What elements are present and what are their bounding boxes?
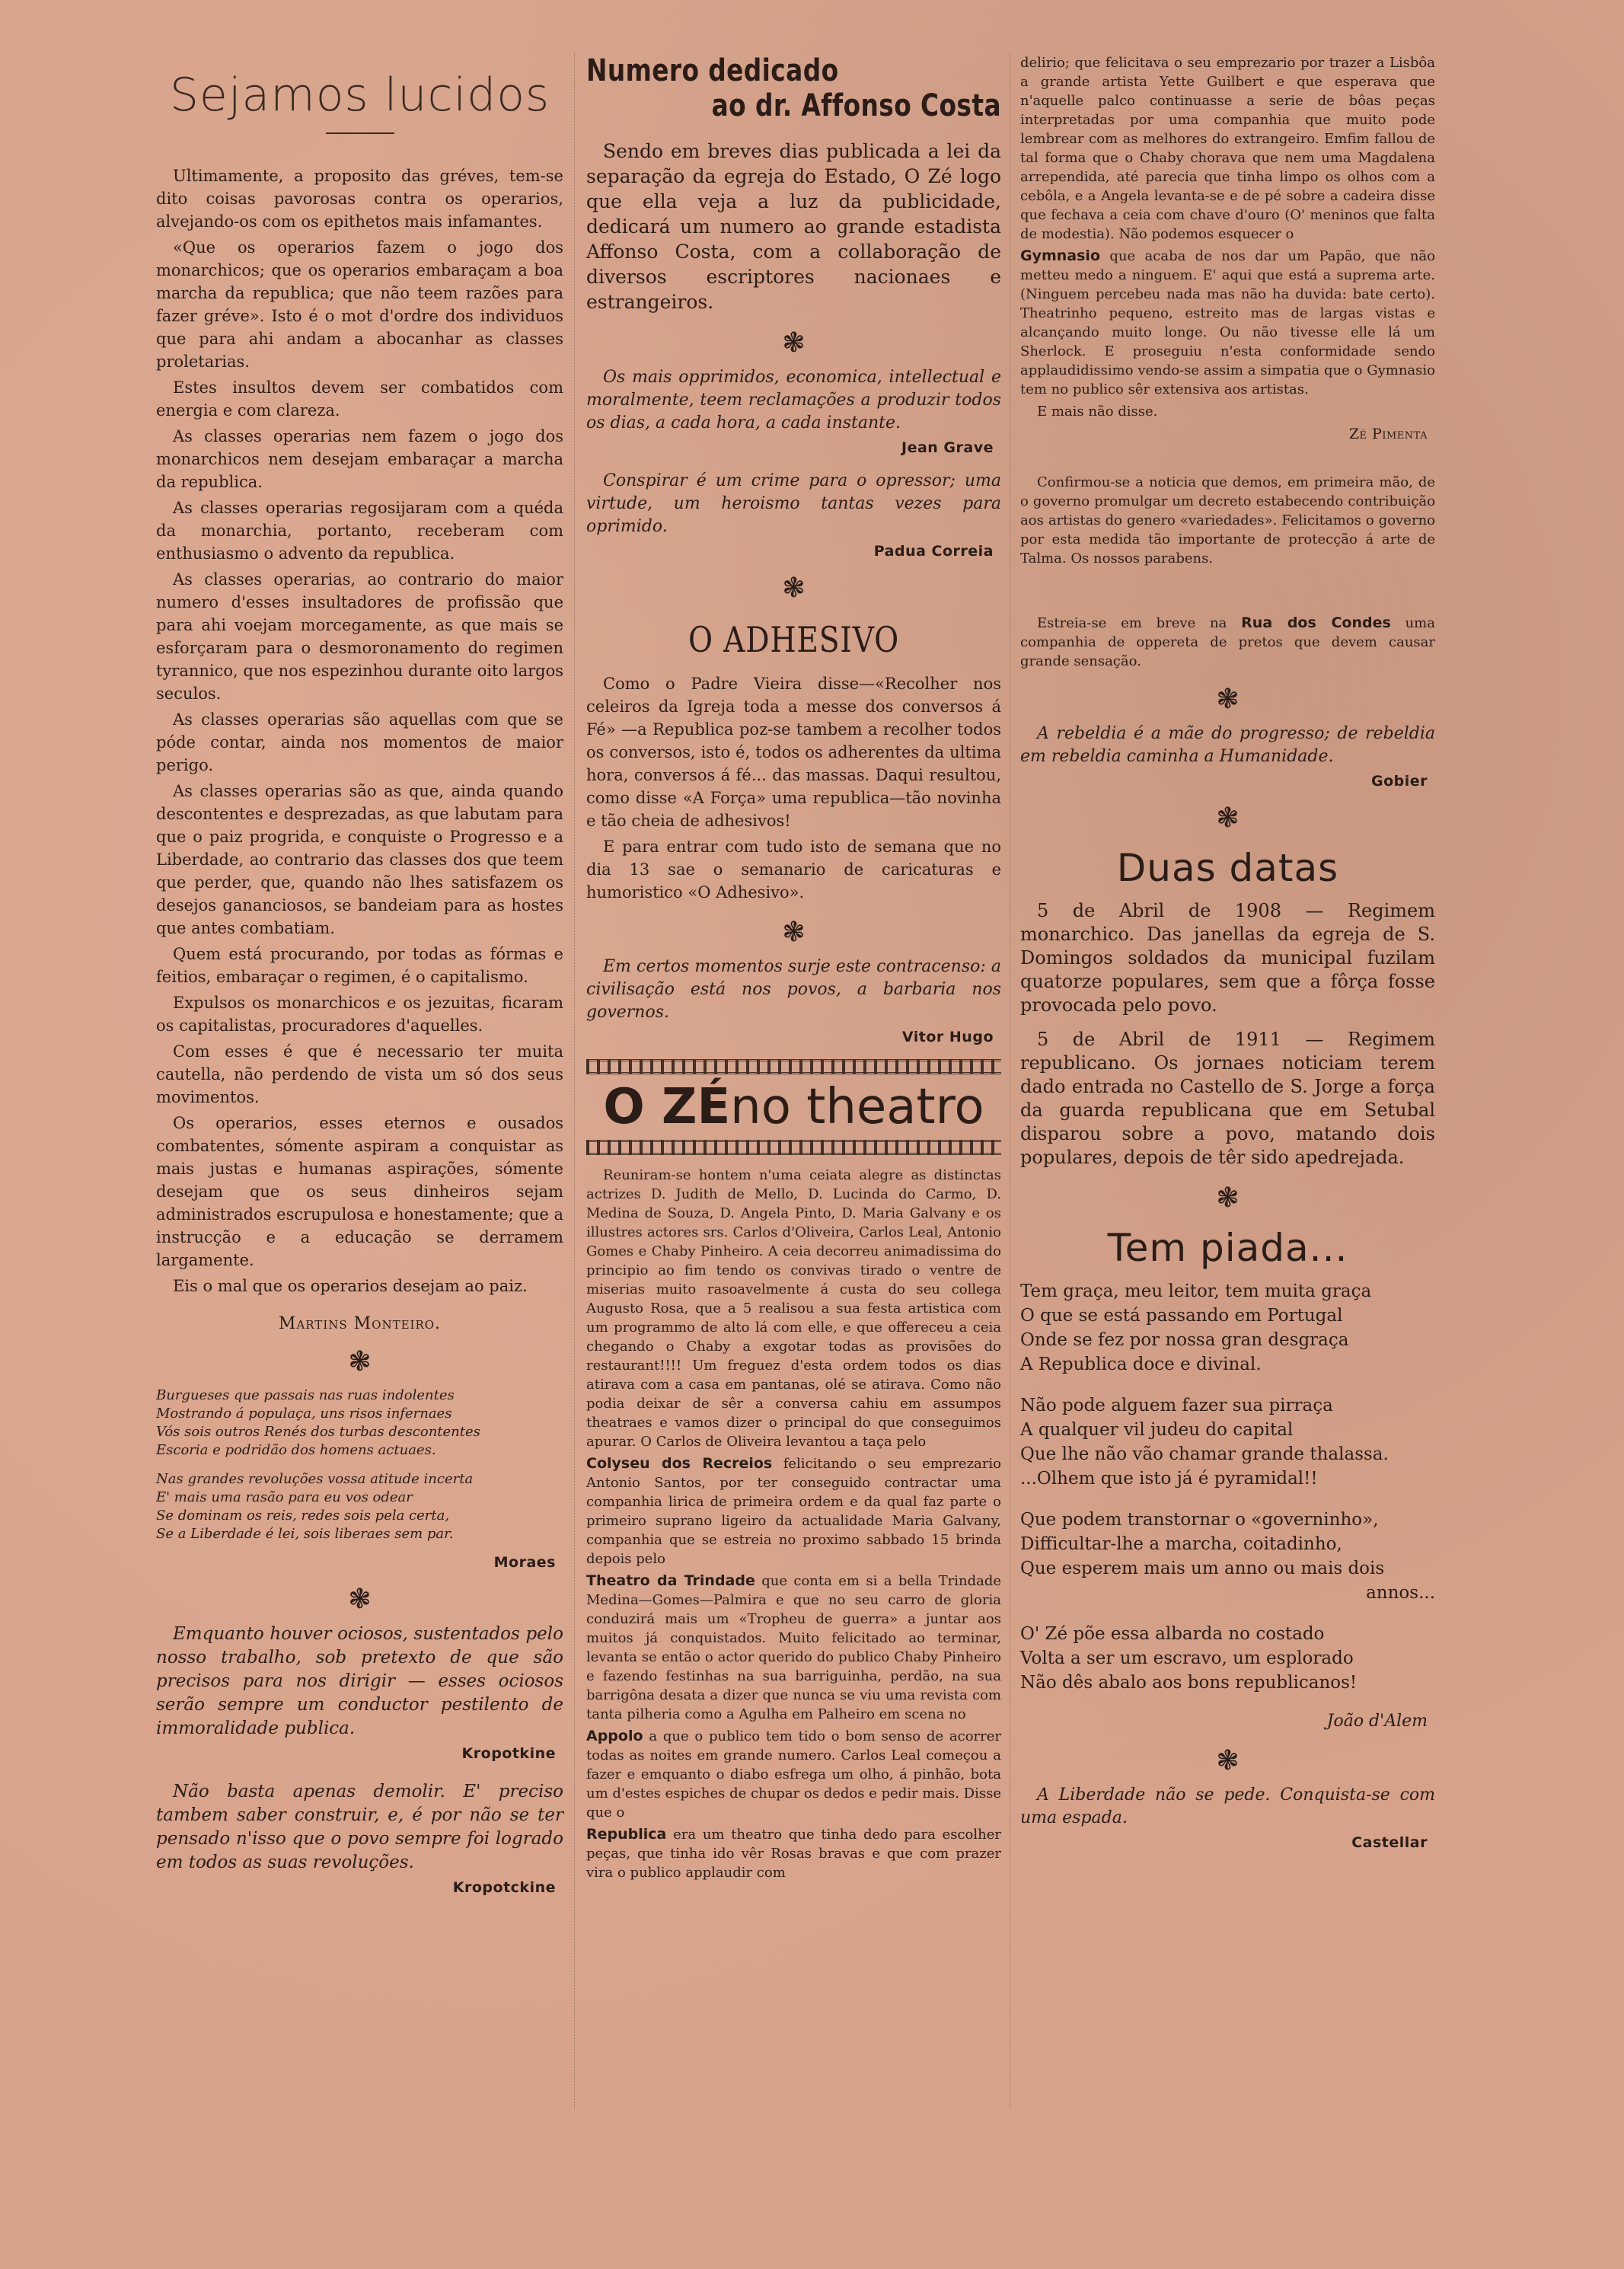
author-signature: João d'Alem [1326, 1712, 1428, 1731]
paragraph: Quem está procurando, por todas as fórmas e feitios, embaraçar o regimen, é o capitalismo. [156, 945, 563, 986]
poem-stanza [1020, 1279, 1435, 1377]
quote-signature: Gobier [1370, 773, 1428, 790]
poem-stanza [1020, 1393, 1435, 1491]
verse-line: Escoria e podridão dos homens actuaes. [156, 1442, 436, 1458]
quote-signature: Jean Grave [901, 439, 994, 456]
quote-text: A Liberdade não se pede. Conquista-se com uma espada. [1020, 1786, 1435, 1827]
decorative-border-bottom [586, 1140, 1001, 1155]
verse-line: Burgueses que passais nas ruas indolentes [156, 1387, 455, 1403]
paragraph: 5 de Abril de 1911 — Regimem republicano. Os jornaes noticiam terem dado entrada no Castello de S. Jorge a força da guarda republicana que em Setubal disparou sobre a povo, matando dois populares, depois de têr sido apedrejada. [1020, 1029, 1435, 1168]
paragraph: Os operarios, esses eternos e ousados combatentes, sómente aspiram a conquistar as mais justas e humanas aspirações, sómente desejam que os seus dinheiros sejam administrados escrupulosa e honestamente; que a instrucção e a educação se derramem largamente. [156, 1114, 564, 1269]
quote-signature: Kropotckine [452, 1879, 556, 1896]
quote-signature: Moraes [493, 1554, 556, 1571]
verse-line: Vós sois outros Renés dos turbas descontentes [156, 1424, 480, 1440]
headline-numero-line2: ao dr. Affonso Costa [711, 88, 1001, 123]
paragraph: «Que os operarios fazem o jogo dos monarchicos; que os operarios embaraçam a boa marcha da republica; que não teem razões para fazer gréve». Isto é o mot d'ordre dos individuos que para ahi andam a abocanhar as classes proletarias. [156, 238, 563, 371]
news-item [1020, 614, 1435, 671]
verse-line: Mostrando á populaça, uns risos infernaes [156, 1406, 452, 1422]
paragraph: As classes operarias nem fazem o jogo dos monarchicos nem desejam embaraçar a marcha da republica. [156, 427, 563, 491]
paragraph: E mais não disse. [1037, 404, 1158, 420]
article-title-tem-piada: Tem piada... [1107, 1226, 1348, 1270]
headline-numero-line1: Numero dedicado [586, 53, 839, 88]
paragraph: As classes operarias regosijaram com a quéda da monarchia, portanto, receberam com enthusiasmo o advento da republica. [156, 499, 563, 563]
ornament-icon: ❃ [1216, 1745, 1240, 1776]
poem-line: annos... [1366, 1583, 1435, 1603]
theatre-name: Appolo [586, 1728, 643, 1744]
column-left [156, 53, 563, 1910]
paragraph [586, 1825, 1001, 1882]
poem-line: Difficultar-lhe a marcha, coitadinho, [1020, 1534, 1342, 1554]
text-run: uma companhia de oppereta de pretos que devem causar grande sensação. [1020, 615, 1435, 669]
paragraph: Ultimamente, a proposito das gréves, tem-se dito coisas pavorosas contra os operarios, alvejando-os com os epithetos mais infamantes. [156, 167, 563, 231]
paragraph: Expulsos os monarchicos e os jezuitas, ficaram os capitalistas, procuradores d'aquelles. [156, 994, 563, 1035]
verse-stanza [156, 1387, 563, 1460]
ornament-icon: ❃ [348, 1584, 372, 1615]
paragraph: Reuniram-se hontem n'uma ceiata alegre as distinctas actrizes D. Judith de Mello, D. Lucinda do Carmo, D. Medina de Souza, D. Angela Pinto, D. Maria Galvany e os illustres actores srs. Carlos d'Oliveira, Carlos Leal, Antonio Gomes e Chaby Pinheiro. A ceia decorreu animadissima do principio ao fim tendo os convivas tirado o ventre de miserias muito rasoavelmente á custa do seu collega Augusto Rosa, que a 5 realisou a sua festa artistica com um programmo de alto lá com elle, e que offereceu a ceia chegando o Chaby a exgotar todas as provisões do restaurant!!!! Um freguez d'esta ordem todos os dias atirava com a casa em pantanas, olé se atirava. Como não podia deixar de sêr a conversa cahiu em assumpos theatraes e vamos dizer o principal do que conseguimos apurar. O Carlos de Oliveira levantou a taça pelo [586, 1167, 1001, 1450]
paragraph: As classes operarias são aquellas com que se póde contar, ainda nos momentos de maior perigo. [156, 710, 563, 774]
theatre-name: Rua dos Condes [1241, 614, 1391, 631]
quote-signature: Vitor Hugo [901, 1029, 994, 1045]
ornament-icon: ❃ [1216, 803, 1240, 834]
article-title-sejamos: Sejamos lucidos [169, 69, 550, 122]
verse-line: Se dominam os reis, redes sois pela certa, [156, 1508, 450, 1524]
ornament-icon: ❃ [348, 1346, 372, 1377]
verse-stanza [156, 1470, 563, 1543]
paragraph [586, 1454, 1001, 1569]
article-title-adhesivo: O ADHESIVO [688, 619, 900, 660]
poem-line: Que lhe não vão chamar grande thalassa. [1020, 1444, 1389, 1464]
column-right [1020, 53, 1435, 1865]
paragraph [586, 1572, 1001, 1724]
paragraph: As classes operarias são as que, ainda quando descontentes e desprezadas, as que labutam para que o paiz progrida, e conquiste o Progresso e a Liberdade, ao contrario das classes dos que teem que perder, que, quando não lhes satisfazem os desejos gananciosos, se bandeiam para as hostes que antes combatiam. [156, 782, 563, 937]
poem-stanza [1020, 1622, 1435, 1695]
poem-stanza [1020, 1508, 1435, 1605]
text-run: a que o publico tem tido o bom senso de acorrer todas as noites em grande numero. Carlos Leal começou a fazer e emquanto o diabo esfrega um olho, á pinhão, bota um d'estes espiches de chupar os dedos e pedir mais. Disse que o [586, 1728, 1001, 1821]
quote-text: Conspirar é um crime para o opressor; uma virtude, um heroismo tantas vezes para oprimido. [586, 471, 1001, 536]
quote-signature: Padua Correia [873, 543, 994, 560]
news-item [1020, 473, 1435, 568]
paragraph: Como o Padre Vieira disse—«Recolher nos celeiros da Igreja toda a messe dos conversos á Fé» —a Republica poz-se tambem a recolher todos os conversos, isto é, todos os adherentes da ultima hora, conversos á fé... das massas. Daqui resultou, como disse «A Força» uma republica—tão novinha e tão cheia de adhesivos! [586, 675, 1001, 830]
quote-text: Emquanto houver ociosos, sustentados pelo nosso trabalho, sob pretexto de que são precisos para nos dirigir — esses ociosos serão sempre um conductor pestilento de immoralidade publica. [156, 1624, 563, 1738]
poem-line: Onde se fez por nossa gran desgraça [1020, 1330, 1349, 1350]
paragraph: As classes operarias, ao contrario do maior numero d'esses insultadores de profissão que para ahi voejam morcegamente, as que mais se esforçaram para o desmoronamento do regimen tyrannico, que nos espezinhou durante oito largos seculos. [156, 570, 563, 703]
paragraph: Confirmou-se a noticia que demos, em primeira mão, de o governo promulgar um decreto estabecendo contribuição aos artistas do genero «variedades». Felicitamos o governo por esta medida tão importante de protecção á arte de Talma. Os nossos parabens. [1020, 474, 1435, 566]
paragraph: E para entrar com tudo isto de semana que no dia 13 sae o semanario de caricaturas e humoristico «O Adhesivo». [586, 838, 1001, 902]
quote-signature: Castellar [1351, 1834, 1428, 1851]
poem-line: A Republica doce e divinal. [1020, 1355, 1262, 1374]
ornament-icon: ❃ [1216, 684, 1240, 715]
text-run: felicitando o seu emprezario Antonio Santos, por ter conseguido contractar uma companhia lirica de primeira ordem e da qual faz parte o primeiro suprano ligeiro da actualidade Maria Galvany, companhia que se estreia no proximo sabbado 15 brinda depois pelo [586, 1456, 1001, 1567]
poem-line: O' Zé põe essa albarda no costado [1020, 1624, 1325, 1644]
paragraph [586, 1727, 1001, 1822]
theatre-name: Theatro da Trindade [586, 1572, 755, 1589]
poem-line: Volta a ser um escravo, um esplorado [1020, 1648, 1354, 1668]
paragraph [1020, 247, 1435, 399]
quote-text: Em certos momentos surje este contracenso: a civilisação está nos povos, a barbaria nos governos. [586, 957, 1001, 1022]
poem-line: Tem graça, meu leitor, tem muita graça [1020, 1281, 1372, 1301]
ornament-icon: ❃ [782, 573, 806, 604]
quote-signature: Kropotkine [461, 1745, 556, 1762]
article-title-ze-theatro [586, 1079, 1001, 1135]
title-part: O ZÉ [603, 1079, 731, 1135]
poem-line: Não dês abalo aos bons republicanos! [1020, 1673, 1358, 1693]
article-body [586, 1166, 1001, 1882]
ornament-icon: ❃ [1216, 1182, 1240, 1214]
paragraph: Com esses é que é necessario ter muita cautella, não perdendo de vista um só dos seus movimentos. [156, 1042, 563, 1106]
verse-line: Se a Liberdade é lei, sois liberaes sem par. [156, 1526, 454, 1542]
title-rule [326, 132, 394, 134]
paragraph: delirio; que felicitava o seu emprezario por trazer a Lisbôa a grande artista Yette Guilbert e que esperava que n'aquelle palco continuasse a serie de bôas peças interpretadas por uma companhia que muito pode lembrear com as melhores do extrangeiro. Emfim fallou de tal forma que o Chaby chorava que nem uma Magdalena arrependida, até parecia que tinha limpo os olhos com a cebôla, e a Angela levanta-se e de pé sobre a cadeira disse que fechava a ceia com chave d'ouro (O' meninos que falta de modestia). Não podemos esquecer o [1020, 55, 1435, 242]
paragraph [1020, 614, 1435, 671]
poem-line: A qualquer vil judeu do capital [1020, 1420, 1294, 1440]
paragraph: Estes insultos devem ser combatidos com energia e com clareza. [156, 378, 563, 420]
paragraph: Eis o mal que os operarios desejam ao paiz. [173, 1277, 528, 1295]
author-signature: Martins Monteiro. [278, 1314, 442, 1333]
poem-line: Não pode alguem fazer sua pirraça [1020, 1396, 1333, 1415]
text-run: Estreia-se em breve na [1037, 615, 1227, 631]
article-title-duas-datas: Duas datas [1116, 846, 1339, 890]
paragraph: 5 de Abril de 1908 — Regimem monarchico. Das janellas da egreja de S. Domingos soldados da municipal fuzilam quatorze populares, sem que a fôrça fosse provocada pelo povo. [1020, 900, 1435, 1016]
ornament-icon: ❃ [782, 327, 806, 359]
quote-text: Os mais opprimidos, economica, intellectual e moralmente, teem reclamações a produzir todos os dias, a cada hora, a cada instante. [586, 368, 1001, 432]
paragraph: Sendo em breves dias publicada a lei da separação da egreja do Estado, O Zé logo que ella veja a luz da publicidade, dedicará um numero ao grande estadista Affonso Costa, com a collaboração de diversos escriptores nacionaes e estrangeiros. [586, 140, 1001, 313]
text-run: era um theatro que tinha dedo para escolher peças, que tinha ido vêr Rosas bravas e que com prazer vira o publico applaudir com [586, 1827, 1001, 1881]
decorative-border-top [586, 1059, 1001, 1074]
quote-text: Não basta apenas demolir. E' preciso tambem saber construir, e, é por não se ter pensado n'isso que o povo sempre foi logrado em todos as suas revoluções. [156, 1782, 563, 1872]
title-part: no theatro [730, 1079, 984, 1135]
article-continuation [1020, 53, 1435, 421]
text-run: que conta em si a bella Trindade Medina—Gomes—Palmira e que no seu carro de gloria conduzirá mais um «Tropheu de guerra» a juntar aos muitos já conquistados. Muito felicitado ao terminar, levanta se então o actor querido do publico Chaby Pinheiro e fazendo festinhas na sua barriguinha, perdão, na sua barrigôna desata a dizer que nunca se viu uma revista com tanta pilheria como a Agulha em Palheiro em scena no [586, 1573, 1002, 1722]
column-middle [586, 53, 1001, 1885]
poem-line: Que podem transtornar o «governinho», [1020, 1510, 1379, 1530]
quote-text: A rebeldia é a mãe do progresso; de rebeldia em rebeldia caminha a Humanidade. [1020, 724, 1435, 766]
verse-line: E' mais uma rasão para eu vos odear [156, 1489, 413, 1505]
ornament-icon: ❃ [782, 917, 806, 948]
poem-line: ...Olhem que isto já é pyramidal!! [1020, 1469, 1318, 1489]
poem-line: O que se está passando em Portugal [1020, 1306, 1343, 1326]
poem-line: Que esperem mais um anno ou mais dois [1020, 1559, 1385, 1578]
text-run: que acaba de nos dar um Papão, que não metteu medo a ninguem. E' aqui que está a suprema arte. (Ninguem percebeu nada mas não ha duvida: bate certo). Theatrinho pequeno, estreito mas de largas vistas e alcançando muito longe. Ou não tivesse elle lá um Sherlock. E proseguiu n'esta conformidade sendo applaudidissimo vendo-se assim a simpatia que o Gymnasio tem no publico sêr extensiva aos artistas. [1020, 248, 1435, 397]
verse-line: Nas grandes revoluções vossa atitude incerta [156, 1471, 474, 1487]
author-signature: Zé Pimenta [1348, 426, 1428, 442]
theatre-name: Republica [586, 1826, 667, 1843]
theatre-name: Colyseu dos Recreios [586, 1455, 773, 1472]
theatre-name: Gymnasio [1020, 247, 1101, 264]
